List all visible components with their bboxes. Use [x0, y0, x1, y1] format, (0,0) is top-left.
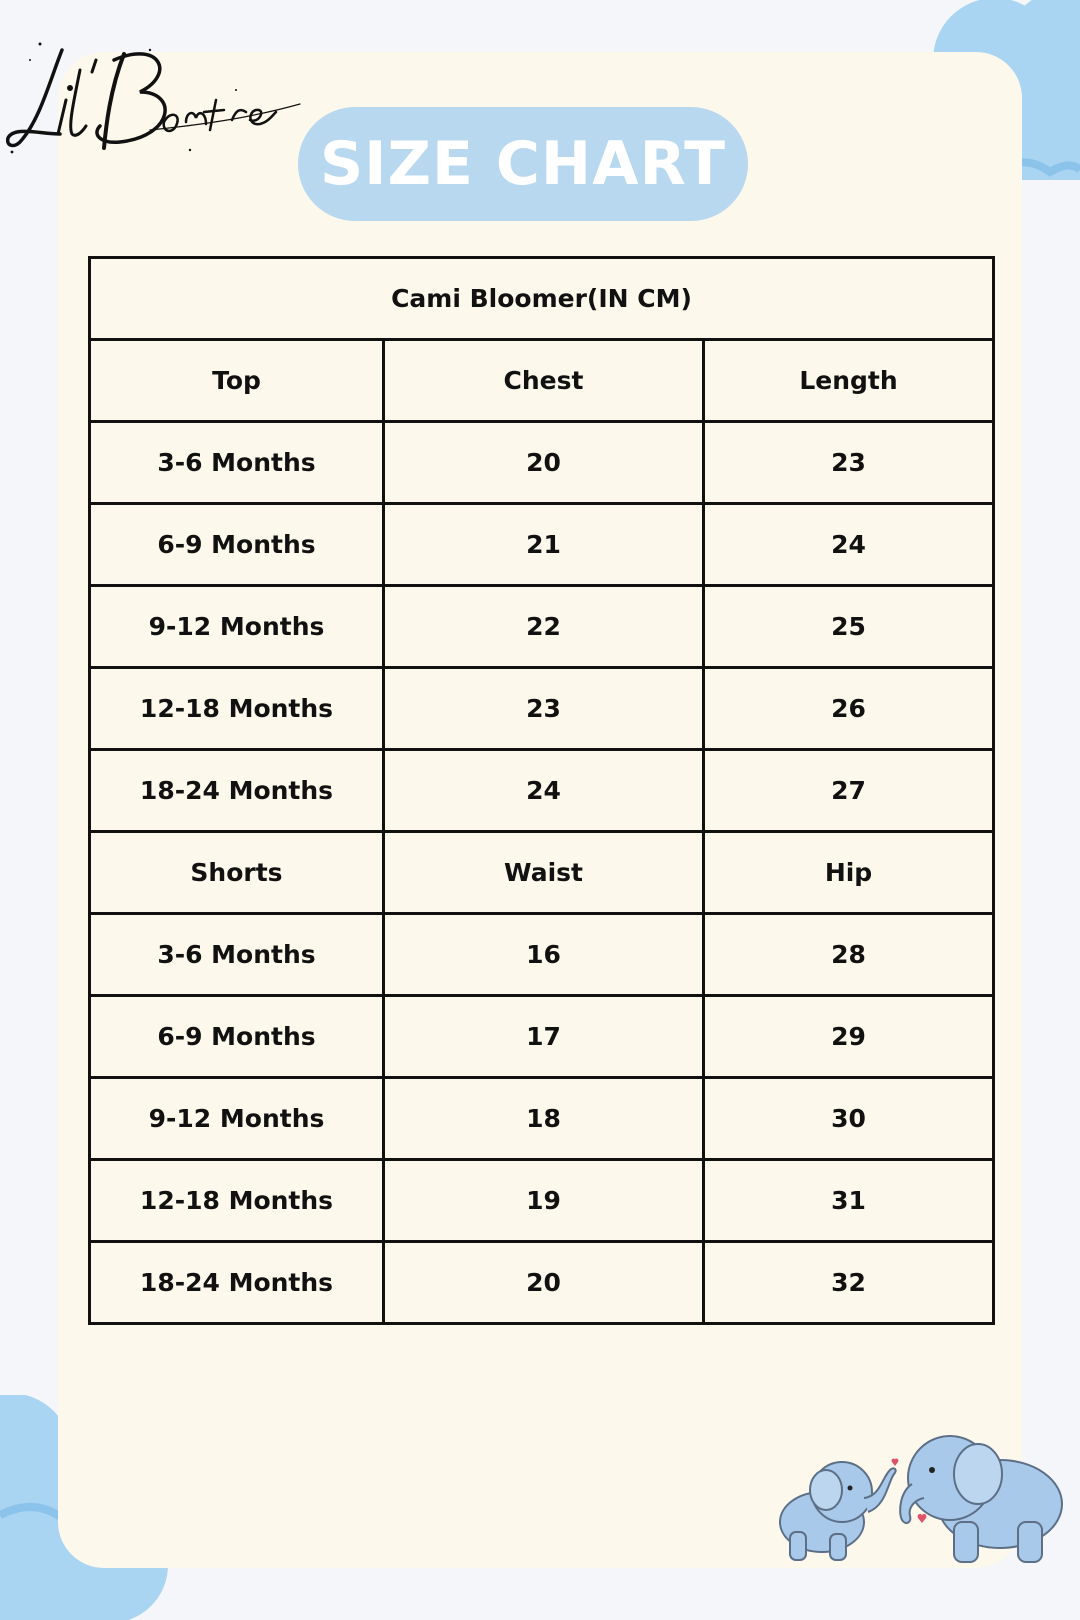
table-row	[90, 914, 994, 996]
measurement-cell: 21	[384, 504, 704, 586]
table-header-row	[90, 340, 994, 422]
column-header: Waist	[384, 832, 704, 914]
table-row	[90, 1078, 994, 1160]
measurement-cell: 28	[704, 914, 994, 996]
measurement-cell: 16	[384, 914, 704, 996]
measurement-cell: 22	[384, 586, 704, 668]
table-row	[90, 750, 994, 832]
table-row	[90, 422, 994, 504]
measurement-cell: 32	[704, 1242, 994, 1324]
table-row	[90, 586, 994, 668]
size-label-cell: 6-9 Months	[90, 504, 384, 586]
measurement-cell: 27	[704, 750, 994, 832]
measurement-cell: 31	[704, 1160, 994, 1242]
size-label-cell: 3-6 Months	[90, 914, 384, 996]
size-label-cell: 18-24 Months	[90, 1242, 384, 1324]
column-header: Hip	[704, 832, 994, 914]
page-title: SIZE CHART	[319, 129, 727, 199]
measurement-cell: 23	[384, 668, 704, 750]
measurement-cell: 24	[704, 504, 994, 586]
table-row	[90, 504, 994, 586]
table-header-row	[90, 832, 994, 914]
table-row	[90, 668, 994, 750]
table-row	[90, 1160, 994, 1242]
brand-logo	[0, 30, 310, 160]
column-header: Shorts	[90, 832, 384, 914]
title-banner	[298, 107, 748, 221]
elephant-pair-illustration	[764, 1422, 1080, 1572]
measurement-cell: 18	[384, 1078, 704, 1160]
size-label-cell: 18-24 Months	[90, 750, 384, 832]
column-header: Top	[90, 340, 384, 422]
column-header: Length	[704, 340, 994, 422]
measurement-cell: 26	[704, 668, 994, 750]
size-label-cell: 9-12 Months	[90, 586, 384, 668]
size-label-cell: 3-6 Months	[90, 422, 384, 504]
size-chart-table	[88, 256, 995, 1325]
table-caption-row	[90, 258, 994, 340]
measurement-cell: 29	[704, 996, 994, 1078]
measurement-cell: 23	[704, 422, 994, 504]
table-row	[90, 1242, 994, 1324]
size-label-cell: 9-12 Months	[90, 1078, 384, 1160]
measurement-cell: 25	[704, 586, 994, 668]
size-label-cell: 6-9 Months	[90, 996, 384, 1078]
measurement-cell: 20	[384, 422, 704, 504]
measurement-cell: 30	[704, 1078, 994, 1160]
measurement-cell: 17	[384, 996, 704, 1078]
table-row	[90, 996, 994, 1078]
measurement-cell: 19	[384, 1160, 704, 1242]
table-caption: Cami Bloomer(IN CM)	[90, 258, 994, 340]
size-label-cell: 12-18 Months	[90, 668, 384, 750]
size-label-cell: 12-18 Months	[90, 1160, 384, 1242]
column-header: Chest	[384, 340, 704, 422]
measurement-cell: 20	[384, 1242, 704, 1324]
measurement-cell: 24	[384, 750, 704, 832]
